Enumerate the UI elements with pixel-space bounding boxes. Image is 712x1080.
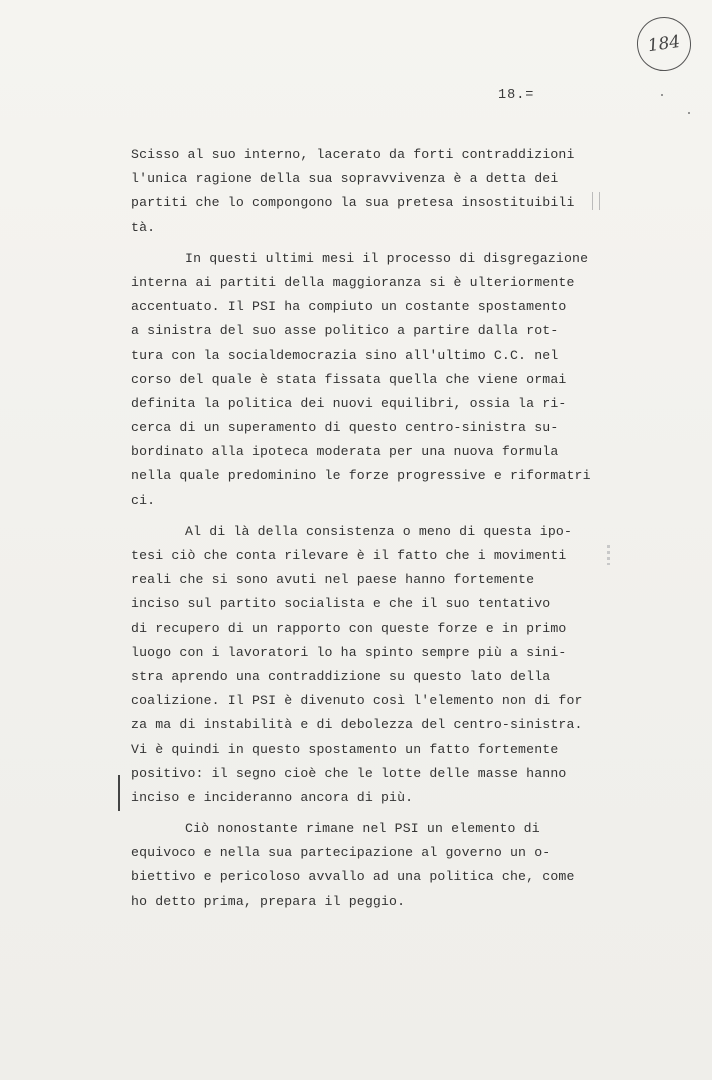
text-line: reali che si sono avuti nel paese hanno fortemente (131, 572, 535, 588)
text-line: partiti che lo compongono la sua pretesa insostituibili (131, 195, 575, 211)
text-line: inciso sul partito socialista e che il suo tentativo (131, 596, 551, 612)
text-line: inciso e incideranno ancora di più. (131, 789, 414, 805)
text-line: coalizione. Il PSI è divenuto così l'elemento non di for (131, 693, 583, 709)
paper-speck (688, 112, 690, 114)
paper-speck (661, 94, 663, 96)
text-line: ci. (131, 492, 156, 508)
text-line: luogo con i lavoratori lo ha spinto sempre più a sini- (131, 644, 567, 660)
text-line: a sinistra del suo asse politico a partire dalla rot- (131, 323, 559, 339)
text-line: di recupero di un rapporto con queste forze e in primo (131, 620, 567, 636)
text-line: tà. (131, 219, 156, 235)
text-line: tesi ciò che conta rilevare è il fatto che i movimenti (131, 548, 567, 563)
text-line: biettivo e pericoloso avvallo ad una politica che, come (131, 869, 575, 885)
archive-stamp (634, 14, 695, 75)
text-line: definita la politica dei nuovi equilibri, ossia la ri- (131, 395, 567, 411)
margin-smudge-mark (607, 545, 610, 565)
text-line: cerca di un superamento di questo centro-sinistra su- (131, 420, 559, 436)
margin-pencil-mark (118, 775, 120, 811)
text-line: l'unica ragione della sua sopravvivenza è a detta dei (131, 171, 559, 187)
text-line: equivoco e nella sua partecipazione al governo un o- (131, 845, 551, 861)
text-line: positivo: il segno cioè che le lotte delle masse hanno (131, 765, 567, 781)
text-line: interna ai partiti della maggioranza si è ulteriormente (131, 274, 575, 290)
text-line: Vi è quindi in questo spostamento un fatto fortemente (131, 741, 559, 757)
text-line: corso del quale è stata fissata quella che viene ormai (131, 371, 567, 387)
paragraph-start-line: Al di là della consistenza o meno di questa ipo- (185, 523, 573, 539)
text-line: accentuato. Il PSI ha compiuto un costante spostamento (131, 299, 567, 315)
margin-smudge-mark (592, 192, 600, 210)
paragraph-start-line: In questi ultimi mesi il processo di disgregazione (185, 250, 589, 266)
text-line: stra aprendo una contraddizione su questo lato della (131, 668, 551, 684)
text-line: Scisso al suo interno, lacerato da forti contraddizioni (131, 147, 575, 162)
text-line: nella quale predominino le forze progressive e riformatri (131, 468, 591, 484)
text-line: tura con la socialdemocrazia sino all'ultimo C.C. nel (131, 347, 559, 363)
text-line: za ma di instabilità e di debolezza del centro-sinistra. (131, 717, 583, 733)
text-line: ho detto prima, prepara il peggio. (131, 893, 406, 909)
paragraph-start-line: Ciò nonostante rimane nel PSI un elemento di (185, 821, 540, 837)
page-number: 18.= (498, 88, 535, 103)
text-line: bordinato alla ipoteca moderata per una nuova formula (131, 444, 559, 460)
archive-stamp-number: 184 (646, 31, 682, 57)
typewritten-text (131, 143, 601, 914)
